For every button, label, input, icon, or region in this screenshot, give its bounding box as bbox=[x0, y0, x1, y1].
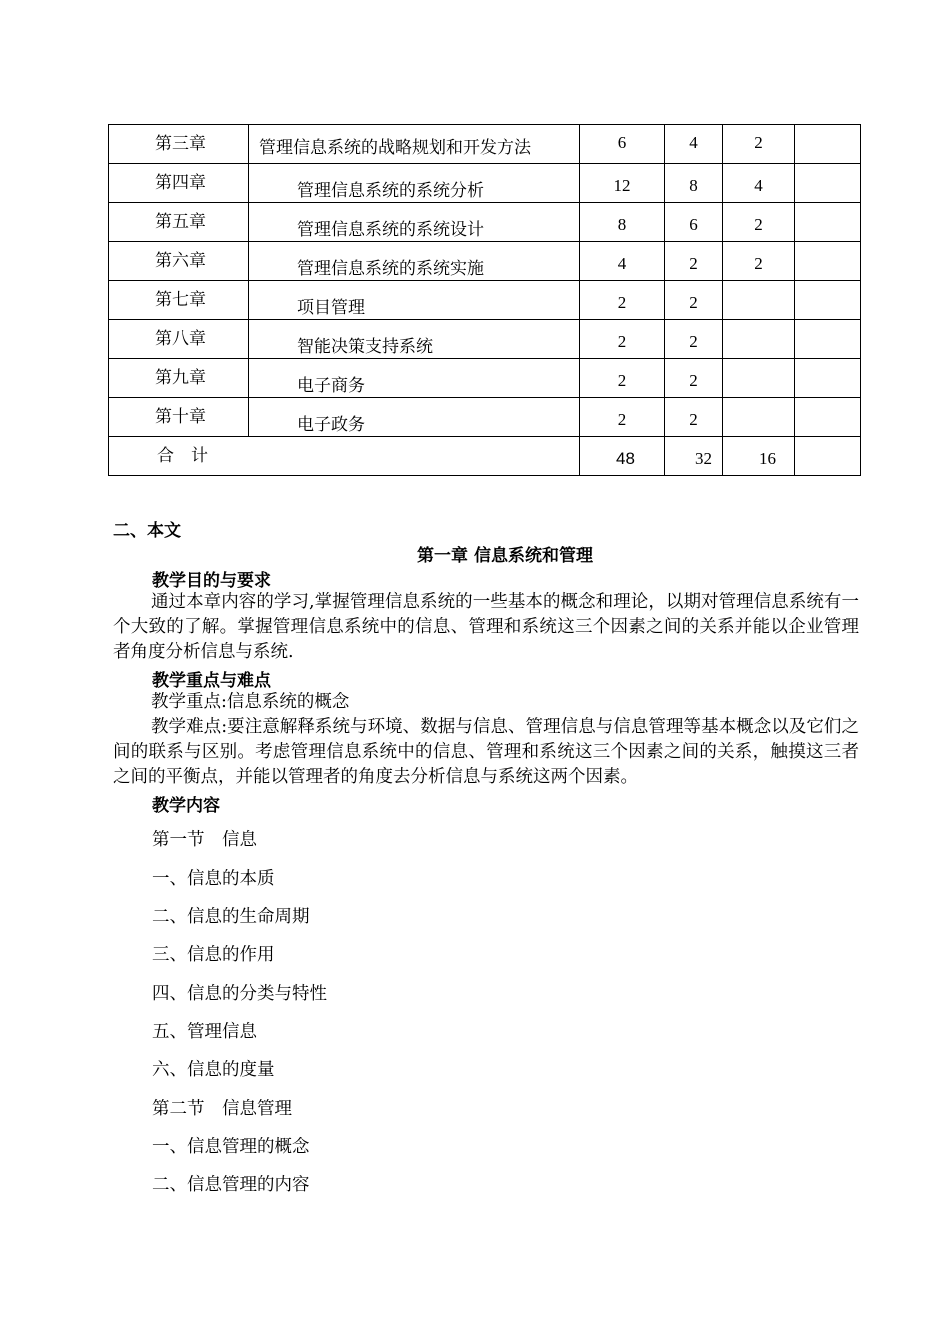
total-hours-cell: 2 bbox=[617, 293, 627, 312]
total-hours-cell: 2 bbox=[617, 332, 627, 351]
total-hours-cell: 2 bbox=[617, 371, 627, 390]
lecture-hours-sum: 32 bbox=[695, 449, 712, 468]
table-row bbox=[109, 398, 861, 437]
lecture-hours-cell: 2 bbox=[689, 293, 698, 312]
lecture-hours-cell: 4 bbox=[689, 133, 698, 152]
table-row bbox=[109, 125, 861, 164]
extra-cell bbox=[795, 320, 860, 332]
outline-item: 三、信息的作用 bbox=[152, 945, 275, 965]
total-hours-sum: 48 bbox=[616, 449, 635, 468]
table-total-row bbox=[109, 437, 861, 476]
total-hours-cell: 2 bbox=[617, 410, 627, 429]
total-label: 合 计 bbox=[157, 446, 208, 466]
outline-item: 二、信息管理的内容 bbox=[152, 1175, 310, 1195]
chapter-title-cell: 电子商务 bbox=[297, 376, 365, 396]
practice-hours-cell bbox=[723, 320, 794, 332]
section-heading: 二、本文 bbox=[113, 521, 181, 541]
chapter-cell: 第五章 bbox=[155, 212, 206, 232]
total-hours-cell: 12 bbox=[613, 176, 631, 195]
table-row bbox=[109, 164, 861, 203]
total-hours-cell: 8 bbox=[617, 215, 627, 234]
chapter-cell: 第八章 bbox=[155, 329, 206, 349]
outline-item: 第二节 信息管理 bbox=[152, 1099, 292, 1119]
course-hours-table bbox=[108, 124, 861, 476]
chapter-title-cell: 项目管理 bbox=[297, 298, 365, 318]
outline-item: 一、信息的本质 bbox=[152, 869, 275, 889]
lecture-hours-cell: 2 bbox=[689, 371, 698, 390]
total-hours-cell: 6 bbox=[617, 133, 627, 152]
outline-item: 四、信息的分类与特性 bbox=[152, 984, 327, 1004]
extra-cell bbox=[795, 164, 860, 176]
practice-hours-cell bbox=[723, 398, 794, 410]
chapter-cell: 第十章 bbox=[155, 407, 206, 427]
chapter-title-cell: 管理信息系统的系统分析 bbox=[297, 181, 484, 201]
lecture-hours-cell: 8 bbox=[689, 176, 698, 195]
chapter-cell: 第七章 bbox=[155, 290, 206, 310]
outline-item: 一、信息管理的概念 bbox=[152, 1137, 310, 1157]
chapter-title-cell: 智能决策支持系统 bbox=[297, 337, 433, 357]
lecture-hours-cell: 2 bbox=[689, 254, 698, 273]
outline-item: 二、信息的生命周期 bbox=[152, 907, 310, 927]
chapter-cell: 第三章 bbox=[155, 134, 206, 154]
lecture-hours-cell: 2 bbox=[689, 410, 698, 429]
content-heading: 教学内容 bbox=[152, 796, 220, 816]
difficulty-paragraph: 教学难点:要注意解释系统与环境、数据与信息、管理信息与信息管理等基本概念以及它们之间的联系与区别。考虑管理信息系统中的信息、管理和系统这三个因素之间的关系，触摸这三者之间的平衡点，并能以管理者的角度去分析信息与系统这两个因素。 bbox=[113, 717, 859, 787]
extra-cell bbox=[795, 242, 860, 254]
practice-hours-cell bbox=[723, 281, 794, 293]
practice-hours-sum: 16 bbox=[759, 449, 776, 468]
chapter-cell: 第九章 bbox=[155, 368, 206, 388]
table-row bbox=[109, 320, 861, 359]
outline-item: 六、信息的度量 bbox=[152, 1060, 275, 1080]
total-hours-cell: 4 bbox=[617, 254, 627, 273]
goals-heading: 教学目的与要求 bbox=[152, 571, 271, 591]
practice-hours-cell: 2 bbox=[754, 215, 763, 234]
table-row bbox=[109, 359, 861, 398]
key-point-paragraph: 教学重点:信息系统的概念 bbox=[151, 692, 350, 712]
goals-paragraph: 通过本章内容的学习,掌握管理信息系统的一些基本的概念和理论，以期对管理信息系统有一个大致的了解。掌握管理信息系统中的信息、管理和系统这三个因素之间的关系并能以企业管理者角度分析信息与系统. bbox=[113, 592, 859, 662]
chapter-title-cell: 管理信息系统的战略规划和开发方法 bbox=[259, 138, 531, 158]
practice-hours-cell: 2 bbox=[754, 133, 763, 152]
practice-hours-cell: 2 bbox=[754, 254, 763, 273]
lecture-hours-cell: 2 bbox=[689, 332, 698, 351]
extra-cell bbox=[795, 125, 860, 133]
table-row bbox=[109, 281, 861, 320]
extra-cell bbox=[795, 281, 860, 293]
chapter-title-cell: 管理信息系统的系统设计 bbox=[297, 220, 484, 240]
chapter-title-cell: 电子政务 bbox=[297, 415, 365, 435]
key-points-heading: 教学重点与难点 bbox=[152, 671, 271, 691]
extra-cell bbox=[795, 203, 860, 215]
chapter-cell: 第四章 bbox=[155, 173, 206, 193]
lecture-hours-cell: 6 bbox=[689, 215, 698, 234]
practice-hours-cell: 4 bbox=[754, 176, 763, 195]
outline-item: 第一节 信息 bbox=[152, 830, 257, 850]
table-row bbox=[109, 242, 861, 281]
extra-cell bbox=[795, 398, 860, 410]
table-row bbox=[109, 203, 861, 242]
extra-cell bbox=[795, 359, 860, 371]
chapter-title-cell: 管理信息系统的系统实施 bbox=[297, 259, 484, 279]
extra-sum bbox=[795, 437, 860, 449]
outline-item: 五、管理信息 bbox=[152, 1022, 257, 1042]
practice-hours-cell bbox=[723, 359, 794, 371]
chapter-heading: 第一章 信息系统和管理 bbox=[417, 546, 593, 566]
chapter-cell: 第六章 bbox=[155, 251, 206, 271]
